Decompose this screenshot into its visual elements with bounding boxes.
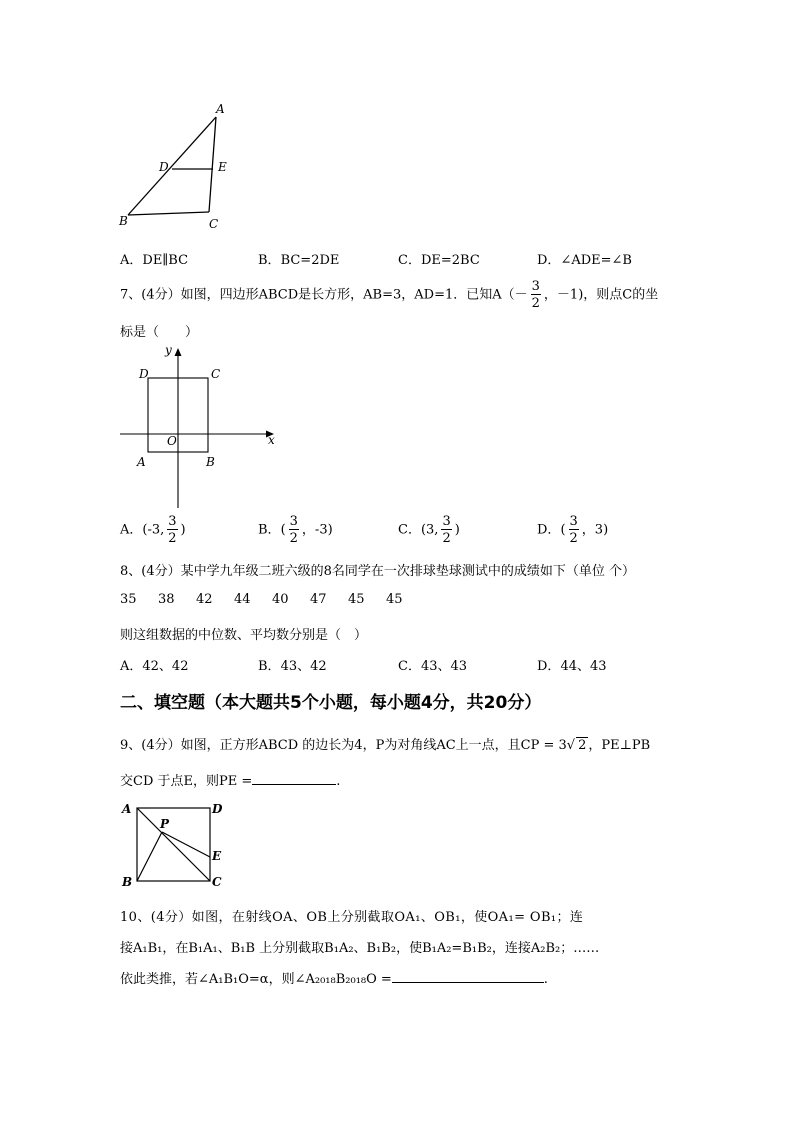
option-text: DE∥BC xyxy=(142,253,189,268)
fraction-numerator: 3 xyxy=(531,279,540,294)
option-post: ) xyxy=(180,522,186,538)
q10-line3 xyxy=(120,968,548,987)
q10-question: 依此类推，若∠A₁B₁O=α，则∠A₂₀₁₈B₂₀₁₈O = xyxy=(120,972,392,987)
label-y: y xyxy=(165,343,172,357)
q9-figure xyxy=(120,800,230,892)
q7-text-post: ，－1)，则点C的坐 xyxy=(543,287,659,303)
q8-scores xyxy=(120,592,424,607)
option-pre: ( xyxy=(560,522,566,538)
option-letter: C． xyxy=(398,522,421,538)
option-post: ) xyxy=(454,522,460,538)
q9-line1 xyxy=(120,734,650,753)
q7-option-b[interactable] xyxy=(258,515,333,545)
q8-option-b[interactable] xyxy=(258,655,327,674)
label-B: B xyxy=(119,214,128,228)
q10-line2 xyxy=(120,937,599,956)
option-letter: B． xyxy=(258,522,281,538)
score: 47 xyxy=(310,592,327,607)
q9-line2 xyxy=(120,770,340,789)
q9-period: . xyxy=(336,774,341,789)
section-2-title: 二、填空题（本大题共5个小题，每小题4分，共20分） xyxy=(120,693,542,713)
score: 44 xyxy=(234,592,251,607)
label-D: D xyxy=(139,367,149,381)
segment-AC xyxy=(209,117,216,212)
sqrt-value: 2 xyxy=(578,738,587,753)
option-pre: (3, xyxy=(420,522,439,538)
score: 38 xyxy=(158,592,175,607)
sqrt-symbol: √ xyxy=(566,738,576,753)
label-B: B xyxy=(206,455,215,469)
option-letter: B． xyxy=(258,659,281,674)
label-A: A xyxy=(122,802,132,816)
q7-option-d[interactable] xyxy=(537,515,608,545)
fraction-denominator: 2 xyxy=(531,296,540,311)
option-text: ∠ADE=∠B xyxy=(560,253,632,268)
q10-line1 xyxy=(120,906,583,925)
option-letter: D． xyxy=(537,659,561,674)
q7-text-pre: 7、(4分）如图，四边形ABCD是长方形，AB=3，AD=1．已知A（－ xyxy=(120,287,528,303)
option-letter: A． xyxy=(120,522,143,538)
option-fraction xyxy=(569,515,579,545)
label-O: O xyxy=(167,434,177,448)
option-text: 44、43 xyxy=(560,659,607,674)
fraction-numerator: 3 xyxy=(442,514,451,529)
q10-text-2: 接A₁B₁，在B₁A₁、B₁B 上分别截取B₁A₂、B₁B₂，使B₁A₂=B₁B₂，连接A₂B₂；…… xyxy=(120,941,600,956)
q7-line2 xyxy=(120,321,198,340)
option-text: 42、42 xyxy=(142,659,189,674)
fraction-denominator: 2 xyxy=(168,531,177,546)
q8-question: 8、(4分）某中学九年级二班六级的8名同学在一次排球垫球测试中的成绩如下（单位 个） xyxy=(120,564,636,579)
score: 35 xyxy=(120,592,137,607)
option-letter: A． xyxy=(120,253,143,268)
label-C: C xyxy=(209,217,219,231)
fraction-denominator: 2 xyxy=(442,531,451,546)
q7-fraction xyxy=(531,280,541,310)
q7-question-end: 标是（ ） xyxy=(120,325,199,340)
option-pre: ( xyxy=(280,522,286,538)
label-P: P xyxy=(160,817,170,831)
score: 45 xyxy=(386,592,403,607)
option-letter: D． xyxy=(537,253,561,268)
q6-figure xyxy=(112,100,242,232)
label-E: E xyxy=(218,160,227,174)
q9-text-post: ，PE⊥PB xyxy=(588,738,651,753)
option-fraction xyxy=(441,515,451,545)
q9-text-pre: 9、(4分）如图，正方形ABCD 的边长为4，P为对角线AC上一点，且CP = 3 xyxy=(120,738,567,753)
score: 40 xyxy=(272,592,289,607)
fraction-denominator: 2 xyxy=(289,531,298,546)
q8-option-d[interactable] xyxy=(537,655,607,674)
segment-PB xyxy=(137,832,162,881)
label-C: C xyxy=(212,875,222,889)
label-A: A xyxy=(137,455,146,469)
option-text: DE=2BC xyxy=(420,253,480,268)
option-letter: C． xyxy=(398,659,421,674)
label-x: x xyxy=(268,433,275,447)
option-pre: (-3, xyxy=(142,522,165,538)
option-post: ，-3) xyxy=(301,522,333,538)
q7-line1 xyxy=(120,280,658,310)
q9-answer-blank[interactable] xyxy=(252,771,336,785)
q9-question: 交CD 于点E，则PE = xyxy=(120,774,253,789)
q6-option-b[interactable] xyxy=(258,249,339,268)
q8-question-end: 则这组数据的中位数、平均数分别是（ ） xyxy=(120,628,368,643)
q10-answer-blank[interactable] xyxy=(392,969,544,983)
label-B: B xyxy=(122,875,133,889)
q7-figure xyxy=(114,342,284,512)
q6-option-d[interactable] xyxy=(537,249,632,268)
q8-option-c[interactable] xyxy=(398,655,467,674)
option-fraction xyxy=(167,515,177,545)
diagonal-AC xyxy=(137,808,210,881)
q8-option-a[interactable] xyxy=(120,655,188,674)
fraction-numerator: 3 xyxy=(569,514,578,529)
score: 42 xyxy=(196,592,213,607)
q7-option-c[interactable] xyxy=(398,515,460,545)
option-text: BC=2DE xyxy=(280,253,340,268)
segment-BC xyxy=(128,212,209,215)
option-letter: C． xyxy=(398,253,421,268)
q10-period: . xyxy=(543,972,548,987)
q8-line3 xyxy=(120,624,367,643)
fraction-numerator: 3 xyxy=(168,514,177,529)
q10-text-1: 10、(4分）如图，在射线OA、OB上分别截取OA₁、OB₁，使OA₁= OB₁；连 xyxy=(120,910,584,925)
option-fraction xyxy=(289,515,299,545)
option-text: 43、42 xyxy=(280,659,327,674)
label-D: D xyxy=(212,802,223,816)
label-A: A xyxy=(216,102,225,116)
fraction-denominator: 2 xyxy=(569,531,578,546)
label-E: E xyxy=(212,849,222,863)
segment-AB xyxy=(128,117,216,215)
option-post: ，3) xyxy=(581,522,609,538)
label-D: D xyxy=(159,160,169,174)
segment-PE xyxy=(162,832,210,857)
option-letter: B． xyxy=(258,253,281,268)
q6-option-a[interactable] xyxy=(120,249,188,268)
y-axis-arrow xyxy=(175,348,182,356)
q6-option-c[interactable] xyxy=(398,249,480,268)
score: 45 xyxy=(348,592,365,607)
q7-option-a[interactable] xyxy=(120,515,186,545)
option-letter: D． xyxy=(537,522,561,538)
option-letter: A． xyxy=(120,659,143,674)
q8-line1 xyxy=(120,560,635,579)
label-C: C xyxy=(211,367,221,381)
fraction-numerator: 3 xyxy=(289,514,298,529)
option-text: 43、43 xyxy=(420,659,468,674)
